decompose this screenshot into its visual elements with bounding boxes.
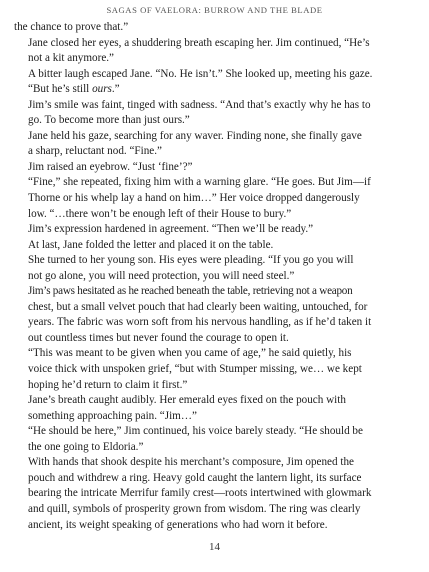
running-head: SAGAS OF VAELORA: BURROW AND THE BLADE <box>106 5 323 15</box>
text-line: “This was meant to be given when you came of age,” he said quietly, his <box>28 347 352 360</box>
paragraph <box>14 455 417 533</box>
text-line: At last, Jane folded the letter and placed it on the table. <box>28 238 274 251</box>
text-line: “Fine,” she repeated, fixing him with a warning glare. “He goes. But Jim—if <box>28 176 371 189</box>
text-line: not a kit anymore.” <box>28 52 115 65</box>
text-line: not go alone, you will need protection, you will need steel.” <box>28 269 295 282</box>
paragraph <box>14 346 417 393</box>
text-line: Jane closed her eyes, a shuddering breath escaping her. Jim continued, “He’s <box>28 36 370 49</box>
text-line: bearing the intricate Merrifur family crest—roots intertwined with glowmark <box>28 487 372 500</box>
text-line: voice thick with unspoken grief, “but with Stumper missing, we… we kept <box>28 363 362 376</box>
text-line: low. “…there won’t be enough left of their House to bury.” <box>28 207 292 220</box>
paragraph <box>14 20 417 36</box>
text-line: Thorne or his whelp lay a hand on him…” Her voice dropped dangerously <box>28 192 360 205</box>
text-line: out countless times but never found the courage to open it. <box>28 331 289 344</box>
text-line: Jim’s expression hardened in agreement. “Then we’ll be ready.” <box>28 223 314 236</box>
text-line: and quill, symbols of prosperity grown from wisdom. The ring was clearly <box>28 502 361 515</box>
paragraph <box>14 129 417 160</box>
text-line: a sharp, reluctant nod. “Fine.” <box>28 145 162 158</box>
paragraph <box>14 253 417 284</box>
paragraph <box>14 98 417 129</box>
text-line: Jane held his gaze, searching for any waver. Finding none, she finally gave <box>28 129 362 142</box>
text-line: go. To become more than just ours.” <box>28 114 190 127</box>
paragraph <box>14 36 417 67</box>
paragraph <box>14 284 417 346</box>
paragraph <box>14 67 417 98</box>
paragraph <box>14 238 417 254</box>
text-fragment: “But he’s still <box>28 83 93 96</box>
text-line: ancient, its weight speaking of generations who had worn it before. <box>28 518 328 531</box>
text-line <box>14 82 417 98</box>
paragraph <box>14 175 417 222</box>
text-line: Jim’s smile was faint, tinged with sadness. “And that’s exactly why he has to <box>28 98 371 111</box>
text-line: years. The fabric was worn soft from his nervous handling, as if he’d taken it <box>28 316 372 329</box>
paragraph <box>14 222 417 238</box>
text-line: the chance to prove that.” <box>14 21 129 33</box>
text-line: Jim’s paws hesitated as he reached beneath the table, retrieving not a weapon <box>28 285 353 298</box>
page-number: 14 <box>209 541 220 553</box>
text-line: the one going to Eldoria.” <box>28 440 144 453</box>
text-line: something approaching pain. “Jim…” <box>28 409 197 422</box>
text-line: pouch and withdrew a ring. Heavy gold caught the lantern light, its surface <box>28 471 362 484</box>
text-line: “He should be here,” Jim continued, his voice barely steady. “He should be <box>28 425 363 438</box>
paragraph <box>14 160 417 176</box>
text-line: Jim raised an eyebrow. “Just ‘fine’?” <box>28 160 193 173</box>
text-line: She turned to her young son. His eyes were pleading. “If you go you will <box>28 254 354 267</box>
text-line: Jane’s breath caught audibly. Her emerald eyes fixed on the pouch with <box>28 394 346 407</box>
text-line: With hands that shook despite his merchant’s composure, Jim opened the <box>28 456 354 469</box>
paragraph <box>14 393 417 424</box>
text-line: hoping he’d return to claim it first.” <box>28 378 188 391</box>
emphasis-text: ours <box>92 83 112 96</box>
text-fragment: .” <box>111 83 120 96</box>
paragraph <box>14 424 417 455</box>
text-line: A bitter laugh escaped Jane. “No. He isn’t.” She looked up, meeting his gaze. <box>28 67 373 80</box>
text-line: chest, but a small velvet pouch that had clearly been waiting, untouched, for <box>28 300 368 313</box>
body-text <box>14 20 417 533</box>
